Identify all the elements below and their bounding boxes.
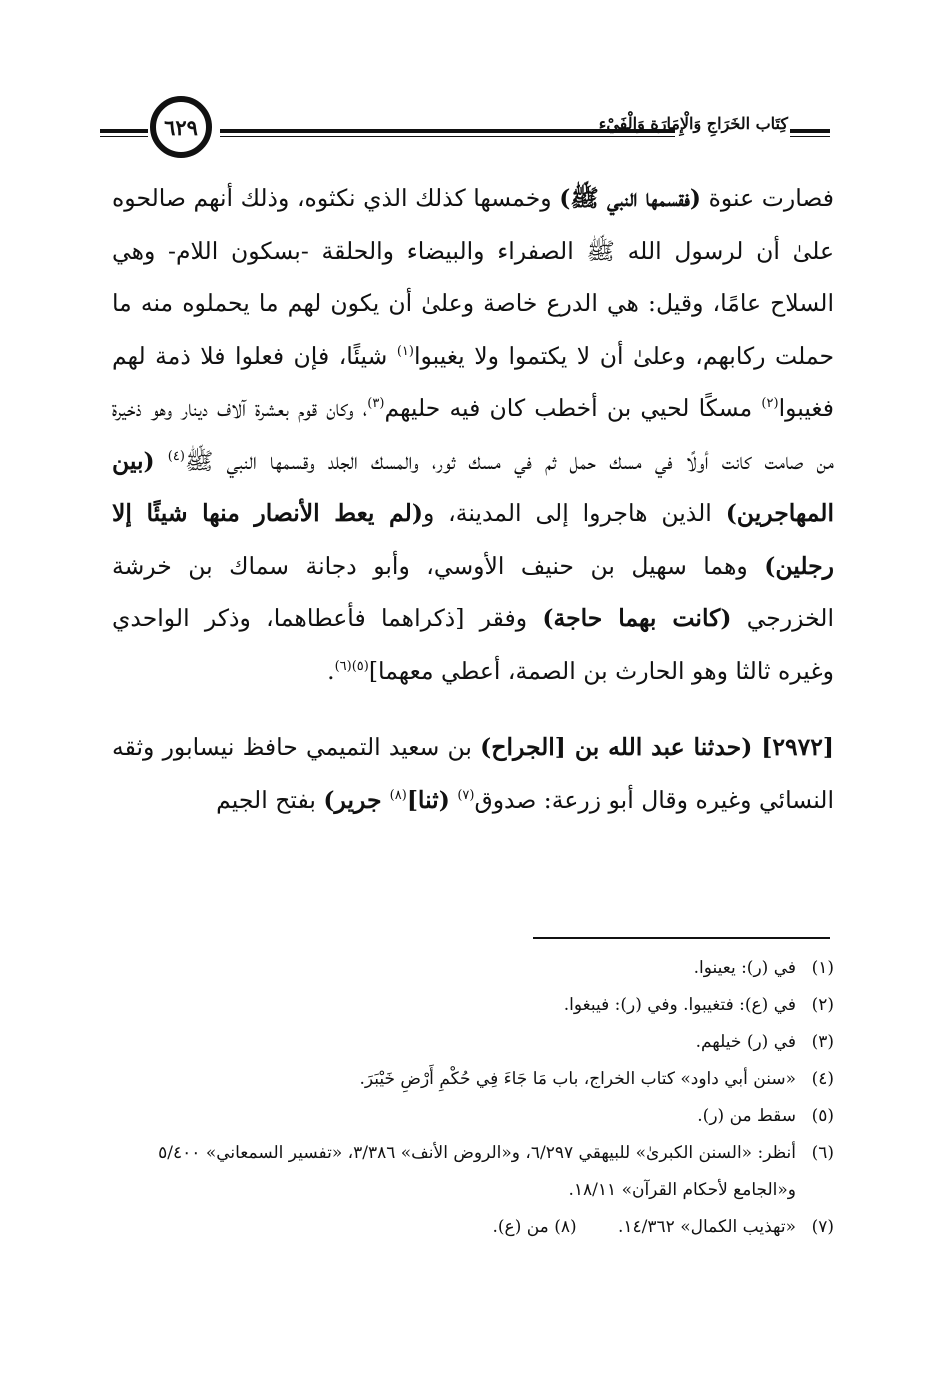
quoted-phrase: (فقسمها النبي ﷺ) bbox=[559, 184, 702, 212]
footnote-number: (٦) bbox=[811, 1143, 834, 1163]
footnote-text: سقط من (ر). bbox=[697, 1106, 796, 1126]
running-title: كِتَاب الخَرَاجِ وَالْإِمَارَةِ وَالْفَيْءِ bbox=[598, 114, 788, 133]
footnote-separator bbox=[533, 937, 830, 939]
page-header bbox=[100, 96, 830, 166]
footnote-ref[interactable]: (٨) bbox=[389, 787, 407, 803]
footnote-number: (١) bbox=[811, 958, 834, 978]
quoted-phrase: [٢٩٧٢] (حدثنا عبد الله بن [الجراح) bbox=[480, 733, 834, 761]
header-rule-left bbox=[100, 129, 148, 133]
paragraph-commentary: فصارت عنوة (فقسمها النبي ﷺ) وخمسها كذلك الذي نكثوه، وذلك أنهم صالحوه علىٰ أن لرسول الله ﷺ الصفراء والبيضاء والحلقة -بسكون اللام- وهي السلاح عامًا، وقيل: هي الدرع خاصة وعلىٰ أن يكون لهم ما يحملوه منه ما حملت ركابهم، وعلىٰ أن لا يكتموا ولا يغيبوا$^{(١)}$ شيئًا، فإن فعلوا فلا ذمة لهم فغيبوا$^{(٢)}$ مسكًا لحيي بن أخطب كان فيه حليهم$^{(٣)}$، وكان قوم بعشرة آلاف دينار وهو ذخيرة من صامت كانت أولًا في مسك حمل ثم في مسك ثور، والمسك الجلد وقسمها النبي ﷺ$^{(٤)}$ (بين المهاجرين) الذين هاجروا إلى المدينة، و(لم يعط الأنصار منها شيئًا إلا رجلين) وهما سهيل بن حنيف الأوسي، وأبو دجانة سماك بن خرشة الخزرجي (كانت بهما حاجة) وفقر [ذكراهما فأعطاهما، وذكر الواحدي وغيره ثالثا وهو الحارث بن الصمة، أعطي معهما]$^{(٥)(٦)}$. bbox=[112, 184, 834, 685]
footnote-item bbox=[112, 1135, 834, 1209]
footnotes bbox=[112, 950, 834, 1246]
footnote-number: (٣) bbox=[811, 1032, 834, 1052]
footnote-text: «تهذيب الكمال» ١٤/٣٦٢. bbox=[618, 1217, 796, 1237]
quoted-phrase: (كانت بهما حاجة) bbox=[542, 604, 732, 632]
footnote-ref[interactable]: (٢) bbox=[761, 396, 779, 412]
footnote-item bbox=[112, 987, 834, 1024]
footnote-text: في (ر): يعينوا. bbox=[693, 958, 796, 978]
footnote-item bbox=[112, 1024, 834, 1061]
footnote-text: في (ع): فتغيبوا. وفي (ر): فيبغوا. bbox=[563, 995, 796, 1015]
quoted-phrase: (بين المهاجرين) bbox=[112, 446, 834, 527]
footnote-ref[interactable]: (١) bbox=[396, 343, 414, 359]
quoted-phrase: (لم يعط الأنصار منها شيئًا إلا رجلين) bbox=[112, 499, 834, 580]
footnote-item bbox=[112, 950, 834, 987]
header-rule-right bbox=[790, 129, 830, 133]
footnote-number: (٢) bbox=[811, 995, 834, 1015]
footnote-ref[interactable]: (٧) bbox=[457, 787, 475, 803]
footnote-number: (٧) bbox=[811, 1217, 834, 1237]
quoted-phrase: (ثنا] bbox=[406, 785, 450, 814]
footnote-text: «سنن أبي داود» كتاب الخراج، باب مَا جَاءَ فِي حُكْمِ أَرْضِ خَيْبَرَ. bbox=[359, 1069, 796, 1089]
paragraph-hadith-2972: [٢٩٧٢] (حدثنا عبد الله بن [الجراح) بن سعيد التميمي حافظ نيسابور وثقه النسائي وغيره وقال أبو زرعة: صدوق$^{(٧)}$ (ثنا]$^{(٨)}$ جرير) بفتح الجيم bbox=[112, 733, 834, 814]
footnote-number: (٤) bbox=[811, 1069, 834, 1089]
footnote-ref[interactable]: (٥)(٦) bbox=[334, 658, 369, 674]
page-number: ٦٢٩ bbox=[150, 96, 212, 158]
footnote-text: في (ر) خيلهم. bbox=[695, 1032, 796, 1052]
footnote-item bbox=[112, 1061, 834, 1098]
quoted-phrase: جرير) bbox=[323, 785, 390, 814]
footnote-text: أنظر: «السنن الكبرىٰ» للبيهقي ٦/٢٩٧، و«الروض الأنف» ٣/٣٨٦، «تفسير السمعاني» ٥/٤٠٠ و«الجامع لأحكام القرآن» ١٨/١١. bbox=[158, 1143, 796, 1200]
footnote-ref[interactable]: (٣) bbox=[367, 396, 385, 412]
footnote-item bbox=[112, 1209, 834, 1246]
footnote-number: (٨) bbox=[554, 1217, 577, 1237]
footnote-ref[interactable]: (٤) bbox=[167, 448, 185, 464]
main-text bbox=[112, 172, 834, 826]
footnote-number: (٥) bbox=[811, 1106, 834, 1126]
footnote-text: من (ع). bbox=[492, 1217, 549, 1237]
footnote-item bbox=[112, 1098, 834, 1135]
